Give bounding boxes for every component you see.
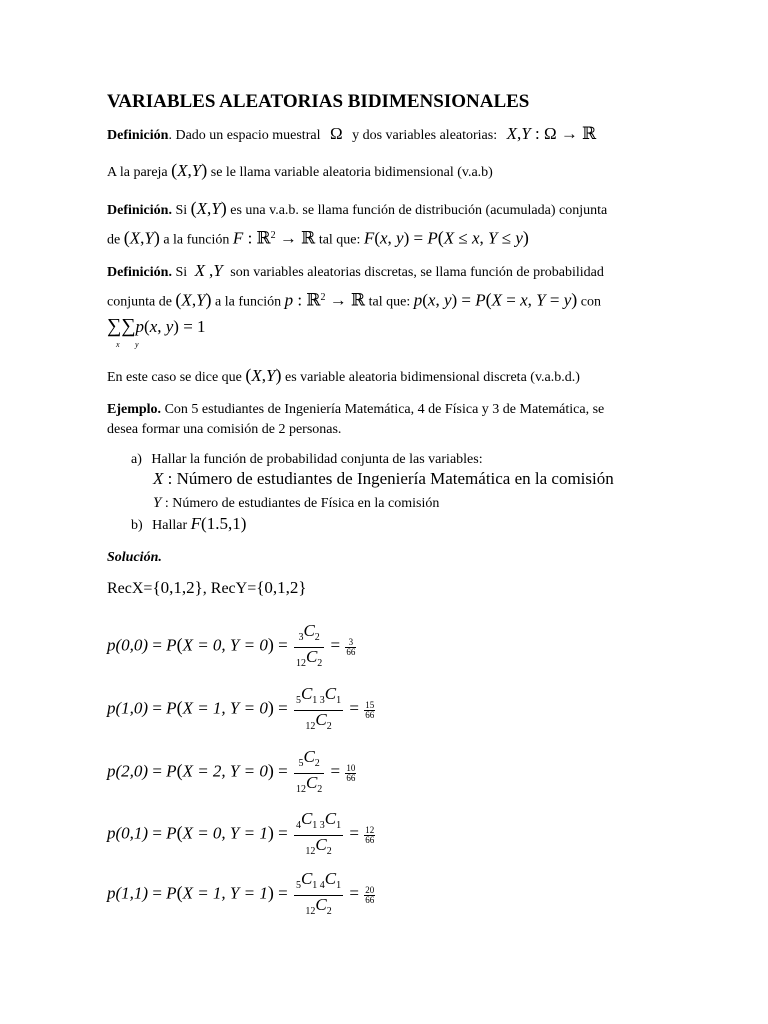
definition-3-label: Definición.	[107, 265, 172, 280]
probability-row: p(2,0) = P(X = 2, Y = 0) = $\frac{_5C_2}{_{12}C_2}$ = $\frac{10}{66}$	[107, 748, 357, 799]
variable-x-text: Número de estudiantes de Ingeniería Matemática en la comisión	[176, 469, 614, 488]
definition-3-line-1: Definición. Si X ,Y son variables aleatorias discretas, se llama función de probabilidad	[107, 261, 604, 280]
definition-3-text-3: conjunta de	[107, 294, 172, 310]
distribution-function-formula: F	[232, 228, 244, 248]
probability-event: X = 0, Y = 0	[182, 635, 268, 655]
probability-event: X = 1, Y = 1	[182, 883, 268, 903]
sum-index-y: y	[135, 340, 139, 349]
rec-x-set: {0,1,2}	[152, 578, 203, 597]
combination-fraction: $\frac{_5C_2}{_{12}C_2}$	[295, 747, 323, 795]
probability-lhs: p(1,0)	[107, 698, 149, 718]
probability-lhs: p(1,1)	[107, 883, 149, 903]
definition-1-label: Definición	[107, 128, 169, 143]
probability-row: p(1,0) = P(X = 1, Y = 0) = $\frac{_5C_{1 3}C_1}{_{12}C_2}$ = $\frac{15}{66}$	[107, 685, 376, 736]
definition-2-line-1: Definición. Si (X,Y) es una v.a.b. se llama función de distribución (acumulada) conjunta	[107, 198, 608, 218]
definition-2-text-4: a la función	[163, 232, 230, 248]
sum-formula: ∑∑p(x, y) = 1	[107, 315, 206, 337]
rec-y-label: , RecY=	[202, 580, 257, 597]
definition-3-text-4: a la función	[215, 294, 282, 310]
discrete-text-2: es variable aleatoria bidimensional discreta (v.a.b.d.)	[285, 370, 580, 385]
definition-3-text-2: son variables aleatorias discretas, se llama función de probabilidad	[230, 265, 604, 280]
definition-2-text-3: de	[107, 232, 121, 248]
item-a	[131, 452, 483, 468]
variable-y-definition: Y : Número de estudiantes de Física en la comisión	[153, 495, 440, 511]
definition-1-text: . Dado un espacio muestral	[168, 128, 321, 143]
omega-symbol: Ω	[329, 124, 343, 143]
definition-3-text-6: con	[580, 294, 601, 310]
page-title: VARIABLES ALEATORIAS BIDIMENSIONALES	[107, 91, 530, 112]
definition-2-text-2: es una v.a.b. se llama función de distribución (acumulada) conjunta	[230, 203, 608, 218]
xy-mapping-formula: X	[506, 124, 518, 143]
definition-3-line-2: conjunta de (X,Y) a la función p : ℝ$^2$ → ℝ tal que: p(x, y) = P(X = x, Y = y) con	[107, 289, 601, 310]
probability-lhs: p(0,1)	[107, 823, 149, 843]
example-text-1: Con 5 estudiantes de Ingeniería Matemática, 4 de Física y 3 de Matemática, se	[164, 402, 605, 417]
result-fraction: $\frac{15}{66}$	[365, 699, 375, 720]
definition-2-line-2: de (X,Y) a la función F : ℝ$^2$ → ℝ tal que: F(x, y) = P(X ≤ x, Y ≤ y)	[107, 227, 529, 248]
range-sets	[107, 580, 307, 597]
probability-event: X = 1, Y = 0	[182, 698, 268, 718]
example-line-1	[107, 402, 604, 418]
definition-3-text-5: tal que:	[368, 294, 411, 310]
probability-row: p(0,1) = P(X = 0, Y = 1) = $\frac{_4C_{1 3}C_1}{_{12}C_2}$ = $\frac{12}{66}$	[107, 810, 376, 861]
sum-index-x: x	[116, 340, 120, 349]
example-label: Ejemplo.	[107, 402, 162, 417]
probability-row: p(1,1) = P(X = 1, Y = 1) = $\frac{_5C_{1 4}C_1}{_{12}C_2}$ = $\frac{20}{66}$	[107, 870, 376, 921]
variable-y-text: Número de estudiantes de Física en la comisión	[172, 496, 440, 511]
item-b-text: Hallar	[152, 518, 188, 533]
pair-text-2: se le llama variable aleatoria bidimensional (v.a.b)	[210, 165, 493, 180]
result-fraction: $\frac{10}{66}$	[346, 762, 356, 783]
probability-event: X = 2, Y = 0	[182, 761, 268, 781]
probability-event: X = 0, Y = 1	[182, 823, 268, 843]
result-fraction: $\frac{3}{66}$	[346, 636, 356, 657]
example-line-2: desea formar una comisión de 2 personas.	[107, 422, 342, 437]
combination-fraction: $\frac{_5C_{1 3}C_1}{_{12}C_2}$	[295, 684, 342, 732]
rec-y-set: {0,1,2}	[256, 578, 307, 597]
definition-2-text-1: Si	[175, 203, 188, 218]
combination-fraction: $\frac{_5C_{1 4}C_1}{_{12}C_2}$	[295, 869, 342, 917]
definition-1-text-2: y dos variables aleatorias:	[352, 128, 498, 143]
probability-row: p(0,0) = P(X = 0, Y = 0) = $\frac{_3C_2}{_{12}C_2}$ = $\frac{3}{66}$	[107, 622, 357, 673]
combination-fraction: $\frac{_3C_2}{_{12}C_2}$	[295, 621, 323, 669]
item-a-marker: a)	[131, 452, 142, 467]
result-fraction: $\frac{12}{66}$	[365, 824, 375, 845]
item-b: b) Hallar F(1.5,1)	[131, 514, 247, 533]
pair-text-1: A la pareja	[107, 165, 168, 180]
discrete-text-1: En este caso se dice que	[107, 370, 242, 385]
probability-lhs: p(0,0)	[107, 635, 149, 655]
discrete-sentence: En este caso se dice que (X,Y) es variable aleatoria bidimensional discreta (v.a.b.d.)	[107, 365, 580, 385]
definition-2-text-5: tal que:	[318, 232, 361, 248]
result-fraction: $\frac{20}{66}$	[365, 884, 375, 905]
item-b-marker: b)	[131, 518, 143, 533]
definition-1: Definición. Dado un espacio muestral Ω y dos variables aleatorias: X,Y : Ω → ℝ	[107, 124, 597, 143]
item-a-text: Hallar la función de probabilidad conjunta de las variables:	[151, 452, 483, 467]
pair-sentence: A la pareja (X,Y) se le llama variable aleatoria bidimensional (v.a.b)	[107, 160, 493, 180]
rec-x-label: RecX=	[107, 580, 153, 597]
definition-2-label: Definición.	[107, 203, 172, 218]
definition-3-text-1: Si	[175, 265, 188, 280]
variable-x-definition: X : Número de estudiantes de Ingeniería Matemática en la comisión	[153, 469, 614, 488]
solution-label: Solución.	[107, 550, 162, 565]
combination-fraction: $\frac{_4C_{1 3}C_1}{_{12}C_2}$	[295, 809, 342, 857]
probability-lhs: p(2,0)	[107, 761, 149, 781]
